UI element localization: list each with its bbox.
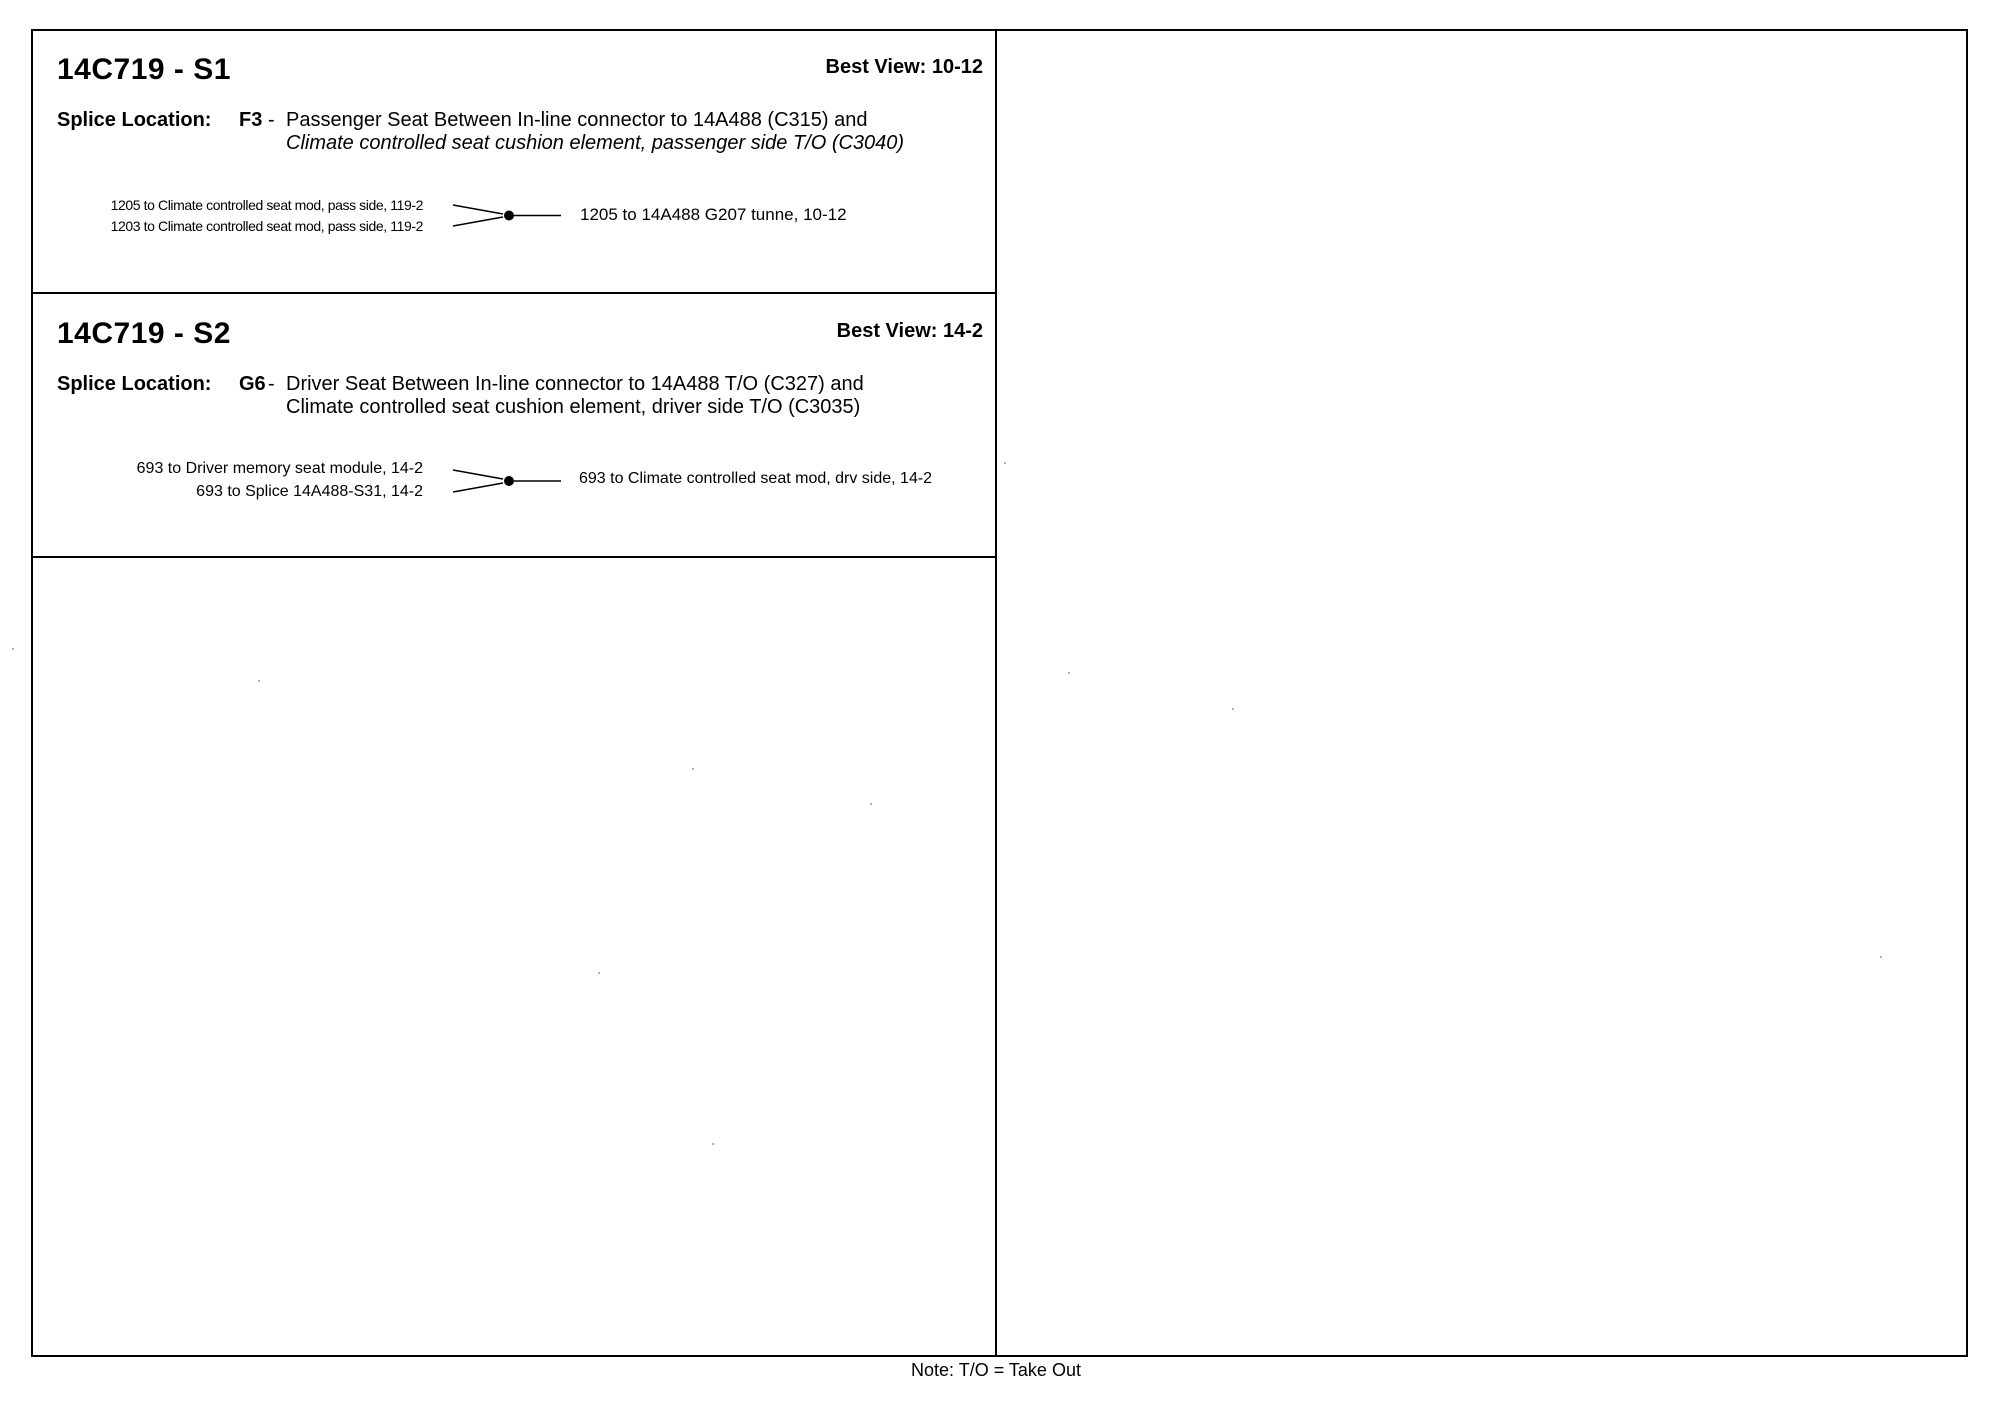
left-wire: 693 to Driver memory seat module, 14-2 [136, 460, 423, 477]
scan-speck [870, 803, 872, 805]
splice-location-description [286, 109, 904, 155]
section-divider-1 [31, 292, 996, 294]
location-line-1: Passenger Seat Between In-line connector to 14A488 (C315) and [286, 109, 868, 131]
left-wire: 1205 to Climate controlled seat mod, pass side, 119-2 [110, 197, 423, 213]
splice-location-dash: - [268, 373, 275, 395]
splice-location-code: G6 [239, 373, 266, 395]
scan-speck [1880, 956, 1882, 958]
left-wire: 693 to Splice 14A488-S31, 14-2 [196, 483, 423, 500]
best-view: Best View: 10-12 [825, 56, 983, 78]
splice-left-wires [111, 195, 423, 237]
location-line-2: Climate controlled seat cushion element, passenger side T/O (C3040) [286, 132, 905, 154]
scan-speck [12, 648, 14, 650]
splice-section-s2 [33, 295, 995, 555]
splice-id: 14C719 - S1 [57, 53, 231, 86]
scan-speck [1004, 462, 1006, 464]
splice-location-label: Splice Location: [57, 109, 212, 131]
right-wire: 693 to Climate controlled seat mod, drv side, 14-2 [579, 470, 933, 487]
best-view: Best View: 14-2 [836, 320, 983, 342]
scan-speck [1068, 672, 1070, 674]
scan-speck [1232, 708, 1234, 710]
section-divider-2 [31, 556, 996, 558]
location-line-1: Driver Seat Between In-line connector to 14A488 T/O (C327) and [286, 373, 864, 395]
splice-dot [504, 211, 514, 221]
splice-dot [504, 476, 514, 486]
splice-section-s1 [33, 31, 995, 291]
footer-note: Note: T/O = Take Out [911, 1360, 1081, 1380]
scan-speck [258, 680, 260, 682]
splice-left-wires [137, 457, 423, 503]
column-divider [995, 29, 997, 1357]
splice-location-label: Splice Location: [57, 373, 212, 395]
splice-location-dash: - [268, 109, 275, 131]
scan-speck [712, 1143, 714, 1145]
scan-speck [598, 972, 600, 974]
splice-location-code: F3 [239, 109, 263, 131]
right-wire: 1205 to 14A488 G207 tunne, 10-12 [580, 205, 847, 224]
splice-location-description [286, 373, 864, 419]
left-wire: 1203 to Climate controlled seat mod, pass side, 119-2 [110, 218, 423, 234]
splice-id: 14C719 - S2 [57, 317, 231, 350]
location-line-2: Climate controlled seat cushion element, driver side T/O (C3035) [286, 396, 861, 418]
scan-speck [692, 768, 694, 770]
